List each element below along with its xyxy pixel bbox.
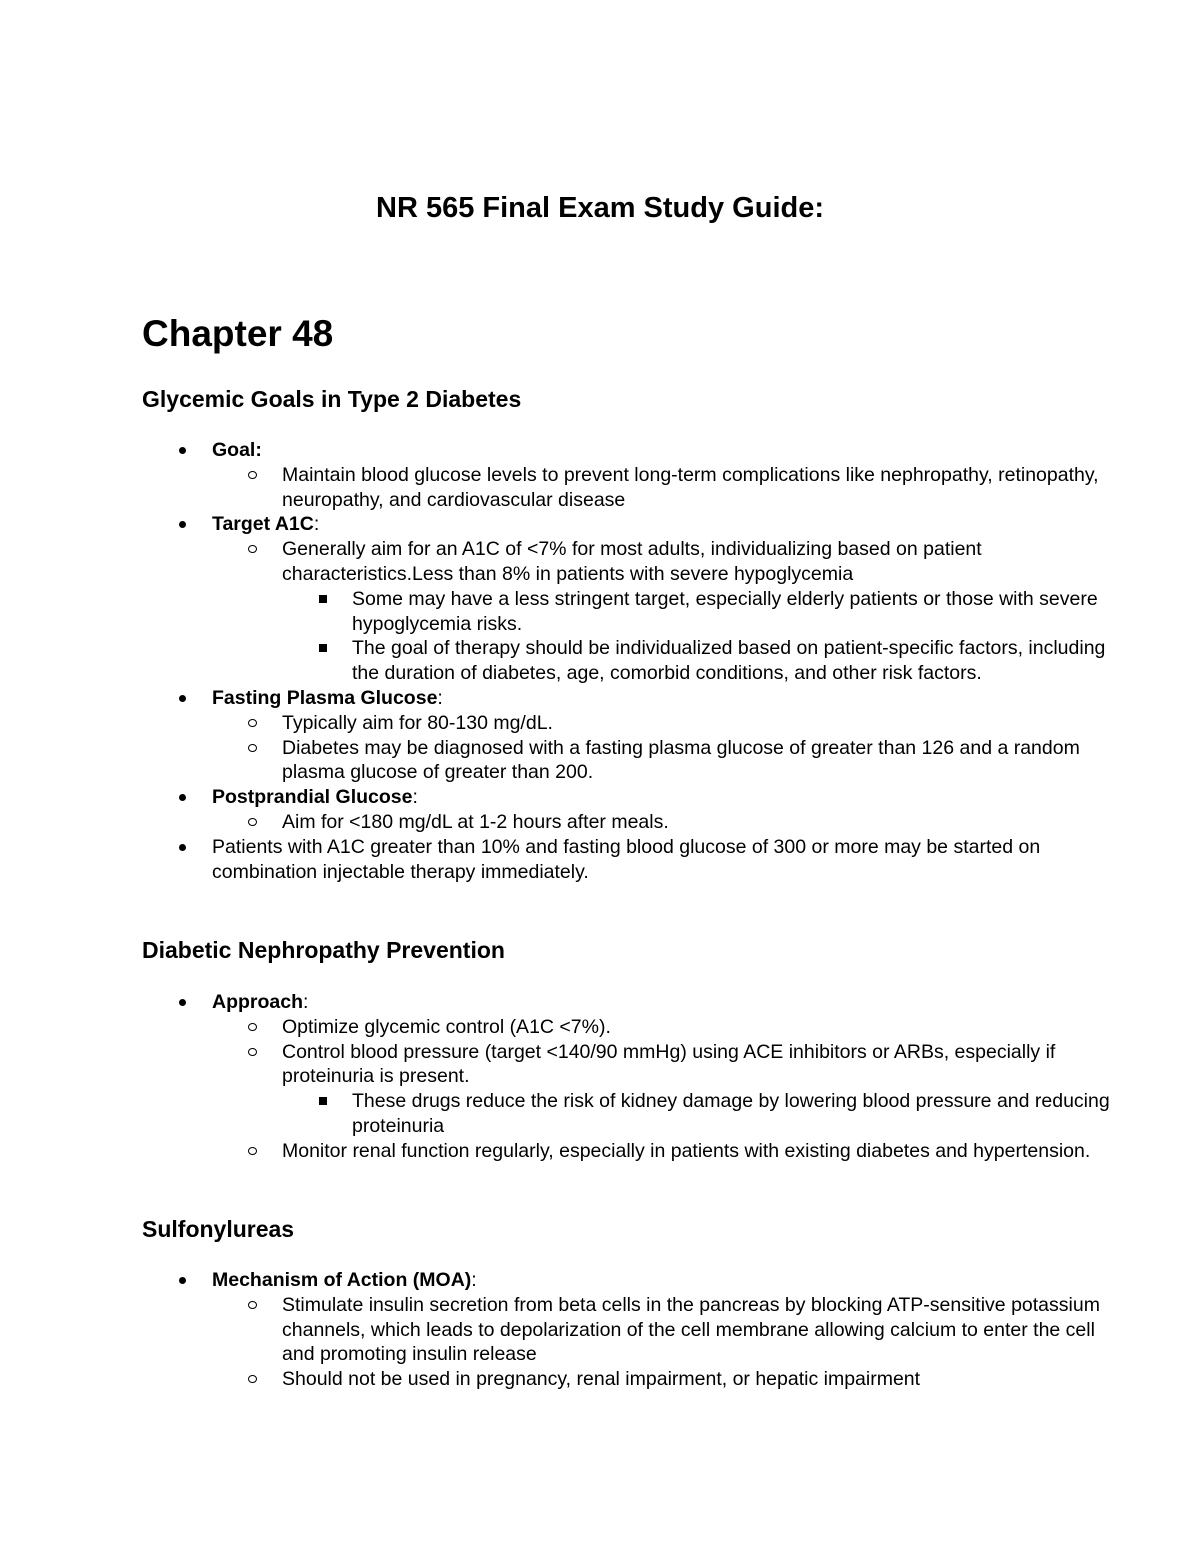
list-item: Typically aim for 80-130 mg/dL. (282, 711, 1112, 736)
list-item (212, 785, 1112, 835)
item-label: Approach (212, 991, 304, 1013)
item-text: Generally aim for an A1C of <7% for most adults, individualizing based on patient characteristics.Less than 8% in patients with severe hypoglycemia (282, 538, 982, 585)
list-item (282, 537, 1112, 686)
list-item: Monitor renal function regularly, especially in patients with existing diabetes and hypertension. (282, 1139, 1112, 1164)
sulfonylureas-list (212, 1268, 1112, 1392)
list-item (212, 1268, 1112, 1392)
list-item: Should not be used in pregnancy, renal impairment, or hepatic impairment (282, 1367, 1112, 1392)
list-item: Optimize glycemic control (A1C <7%). (282, 1015, 1112, 1040)
item-label: Mechanism of Action (MOA) (212, 1269, 472, 1291)
item-suffix: : (412, 786, 418, 809)
section-heading-nephropathy: Diabetic Nephropathy Prevention (142, 937, 505, 963)
list-item: Diabetes may be diagnosed with a fasting plasma glucose of greater than 126 and a random plasma glucose of greater than 200. (282, 736, 1112, 786)
list-item (212, 438, 1112, 512)
list-item: Stimulate insulin secretion from beta cells in the pancreas by blocking ATP-sensitive potassium channels, which leads to depolarization of the cell membrane allowing calcium to enter the cell and promoting insulin release (282, 1293, 1112, 1367)
document-title: NR 565 Final Exam Study Guide: (376, 192, 824, 224)
item-label: Fasting Plasma Glucose (212, 686, 438, 709)
list-item: Maintain blood glucose levels to prevent long-term complications like nephropathy, retinopathy, neuropathy, and cardiovascular disease (282, 463, 1112, 513)
list-item (212, 686, 1112, 785)
item-label: Postprandial Glucose (212, 786, 413, 809)
item-suffix: : (471, 1269, 477, 1291)
section-heading-sulfonylureas: Sulfonylureas (142, 1216, 295, 1242)
nephropathy-list (212, 990, 1112, 1164)
glycemic-goals-list (212, 438, 1112, 884)
item-text: Control blood pressure (target <140/90 mmHg) using ACE inhibitors or ARBs, especially if proteinuria is present. (282, 1040, 1056, 1088)
list-item (282, 1040, 1112, 1139)
list-item: Aim for <180 mg/dL at 1-2 hours after meals. (282, 810, 1112, 835)
section-heading-glycemic-goals: Glycemic Goals in Type 2 Diabetes (142, 386, 522, 412)
item-label: Target A1C (212, 513, 314, 536)
list-item: Patients with A1C greater than 10% and fasting blood glucose of 300 or more may be started on combination injectable therapy immediately. (212, 835, 1112, 885)
list-item (212, 990, 1112, 1164)
item-label: Goal: (212, 439, 262, 461)
chapter-heading: Chapter 48 (142, 313, 334, 354)
item-suffix: : (313, 513, 320, 536)
list-item: These drugs reduce the risk of kidney damage by lowering blood pressure and reducing proteinuria (352, 1089, 1112, 1139)
list-item: Some may have a less stringent target, especially elderly patients or those with severe hypoglycemia risks. (352, 587, 1112, 637)
item-suffix: : (437, 686, 443, 709)
item-suffix: : (303, 991, 309, 1013)
list-item: The goal of therapy should be individualized based on patient-specific factors, including the duration of diabetes, age, comorbid conditions, and other risk factors. (352, 636, 1112, 686)
list-item (212, 512, 1112, 686)
